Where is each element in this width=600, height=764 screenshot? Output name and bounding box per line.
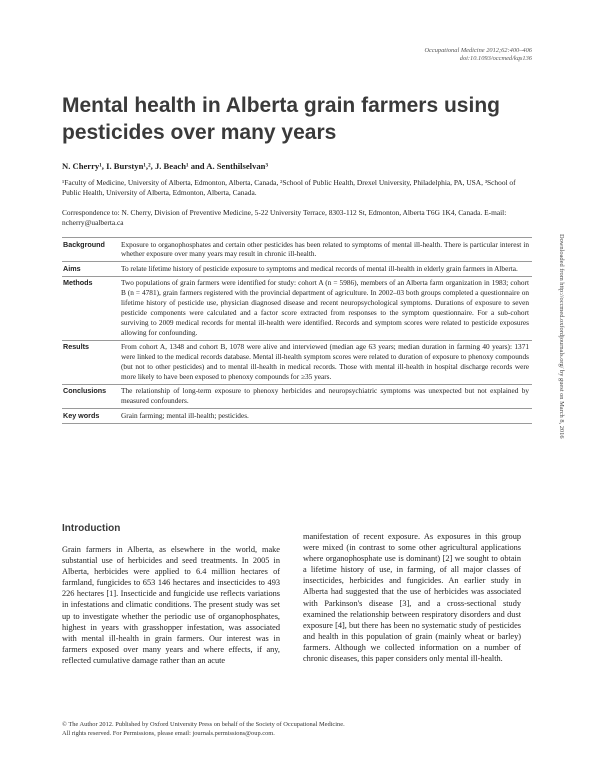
abstract-label: Key words [62,409,121,423]
abstract-row-results [62,340,532,384]
correspondence: Correspondence to: N. Cherry, Division of Preventive Medicine, 5-22 University Terrace, 8303-112 St, Edmonton, Alberta T6G 1K4, Canada. E-mail: ncherry@ualberta.ca [62,208,507,227]
permissions-line: All rights reserved. For Permissions, please email: journals.permissions@oup.com. [62,729,275,737]
journal-volume: Occupational Medicine 2012;62:400–406 [424,47,532,54]
abstract-text: Two populations of grain farmers were identified for study: cohort A (n = 5986), members of an Alberta farm organization in 1983; cohort B (n = 4781), grain farmers registered with the provincial department of agriculture. In 2002–03 both groups completed a questionnaire on lifetime history of pesticide use, physician diagnosed disease and recent neuropsychological symptoms. Durations of exposure to seven pesticide components were calculated and a factor score extracted from responses to the symptom questionnaire. For a sub-cohort surviving to 2009 medical records for mental ill-health were identified. Records and symptom scores were related to pesticide exposures allowing for confounding. [121,276,532,340]
article-title: Mental health in Alberta grain farmers using pesticides over many years [62,94,500,144]
abstract-text: To relate lifetime history of pesticide exposure to symptoms and medical records of mental ill-health in elderly grain farmers in Alberta. [121,262,532,276]
abstract-table [62,237,532,424]
abstract-row-conclusions [62,384,532,408]
section-heading-introduction: Introduction [62,523,121,534]
abstract-text: Grain farming; mental ill-health; pesticides. [121,409,532,423]
affiliations: ¹Faculty of Medicine, University of Alberta, Edmonton, Alberta, Canada, ²School of Public Health, Drexel University, Philadelphia, PA, USA, ³School of Public Health, University of Alberta, Edmonton, Alberta, Canada. [62,178,516,197]
abstract-label: Conclusions [62,384,121,408]
abstract-label: Aims [62,262,121,276]
copyright-footer [62,721,345,738]
abstract-row-aims [62,262,532,276]
copyright-line: © The Author 2012. Published by Oxford University Press on behalf of the Society of Occupational Medicine. [62,721,345,728]
abstract-label: Background [62,238,121,262]
abstract-text: Exposure to organophosphates and certain other pesticides has been related to symptoms of mental ill-health. There is particular interest in whether exposure over many years may result in chronic ill-health. [121,238,532,262]
abstract-row-background [62,238,532,262]
abstract-row-methods [62,276,532,340]
abstract-row-keywords [62,409,532,423]
body-column-left: Grain farmers in Alberta, as elsewhere in the world, make substantial use of herbicides and seed treatments. In 2005 in Alberta, herbicides were applied to 6.4 million hectares of farmland, fungicides to 653 146 hectares and insecticides to 493 226 hectares [1]. Insecticide and fungicide use reflects variations in infestations and climatic conditions. The present study was set up to investigate whether the periodic use of organophosphates, highest in years with grasshopper infestation, was associated with mental ill-health in grain farmers. Our interest was in farmers exposed over many years and where effects, if any, reflected cumulative damage rather than an acute [62,545,280,665]
download-watermark: Downloaded from http://occmed.oxfordjournals.org/ by guest on March 8, 2016 [558,234,565,439]
abstract-text: From cohort A, 1348 and cohort B, 1078 were alive and interviewed (median age 63 years; median duration in farming 40 years): 1371 were linked to the medical records database. Mental ill-health symptom scores were related to duration of exposure to phenoxy compounds (but not to other pesticides) and to mental ill-health in medical records. Those with mental ill-health in hospital discharge records were more likely to have been exposed to phenoxy compounds for ≥35 years. [121,340,532,384]
body-column-right: manifestation of recent exposure. As exposures in this group were mixed (in contrast to some other agricultural applications where organophosphate use is dominant) [2] we sought to obtain a lifetime history of use, in farming, of all major classes of insecticides, herbicides and fungicides. An earlier study in Alberta had suggested that the use of herbicides was associated with Parkinson's disease [3], and a cross-sectional study examined the relationship between respiratory disorders and dust exposure [4], but there has been no systematic study of pesticides and health in this population of grain (mainly wheat or barley) farmers. Although we collected information on a number of chronic diseases, this paper considers only mental ill-health. [303,532,521,664]
journal-citation [424,47,532,63]
journal-doi: doi:10.1093/occmed/kqs136 [459,55,532,62]
abstract-label: Results [62,340,121,384]
abstract-text: The relationship of long-term exposure to phenoxy herbicides and neuropsychiatric symptoms was unexpected but not explained by measured confounders. [121,384,532,408]
author-list: N. Cherry¹, I. Burstyn¹,², J. Beach¹ and A. Senthilselvan³ [62,161,269,171]
abstract-label: Methods [62,276,121,340]
